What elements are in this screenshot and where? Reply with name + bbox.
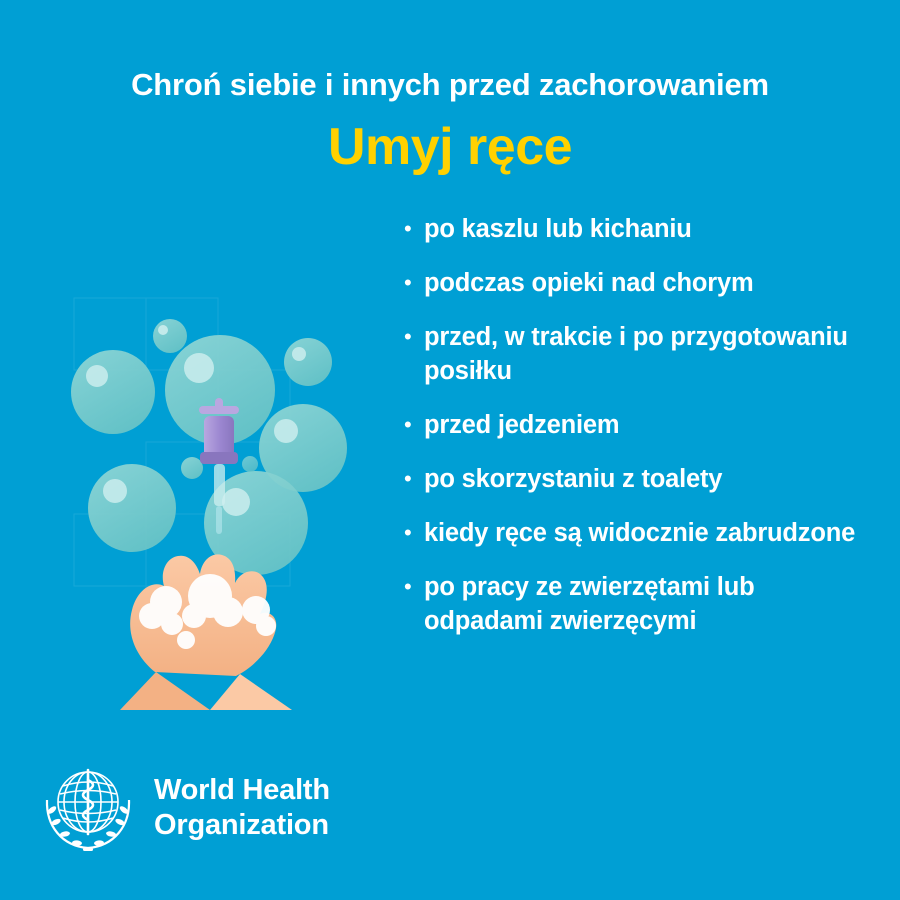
bullet-icon: • bbox=[404, 574, 412, 599]
bullet-icon: • bbox=[404, 412, 412, 437]
list-item bbox=[404, 462, 874, 496]
list-item-label: podczas opieki nad chorym bbox=[424, 269, 754, 297]
list-item-label: kiedy ręce są widocznie zabrudzone bbox=[424, 519, 856, 547]
who-logo-line2: Organization bbox=[154, 809, 329, 841]
bullet-icon: • bbox=[404, 466, 412, 491]
who-logo-line1: World Health bbox=[154, 773, 330, 806]
list-item bbox=[404, 266, 874, 300]
who-logo-text bbox=[154, 773, 330, 844]
advice-list bbox=[404, 212, 874, 658]
list-item-label: przed jedzeniem bbox=[424, 411, 620, 439]
page-title: Chroń siebie i innych przed zachorowaniem bbox=[131, 67, 769, 102]
list-item bbox=[404, 516, 874, 550]
page-subtitle: Umyj ręce bbox=[327, 118, 573, 176]
list-item bbox=[404, 320, 874, 388]
list-item-label: po kaszlu lub kichaniu bbox=[424, 215, 692, 243]
bullet-icon: • bbox=[404, 520, 412, 545]
who-logo bbox=[36, 756, 330, 860]
bullet-icon: • bbox=[404, 216, 412, 241]
who-emblem-icon bbox=[36, 756, 140, 860]
list-item bbox=[404, 212, 874, 246]
list-item-label: po pracy ze zwierzętami lub odpadami zwierzęcymi bbox=[424, 573, 755, 635]
bullet-icon: • bbox=[404, 270, 412, 295]
washing-hands-illustration bbox=[60, 280, 380, 710]
list-item bbox=[404, 570, 874, 638]
list-item-label: przed, w trakcie i po przygotowaniu posiłku bbox=[424, 323, 848, 385]
list-item-label: po skorzystaniu z toalety bbox=[424, 465, 723, 493]
bullet-icon: • bbox=[404, 324, 412, 349]
list-item bbox=[404, 408, 874, 442]
